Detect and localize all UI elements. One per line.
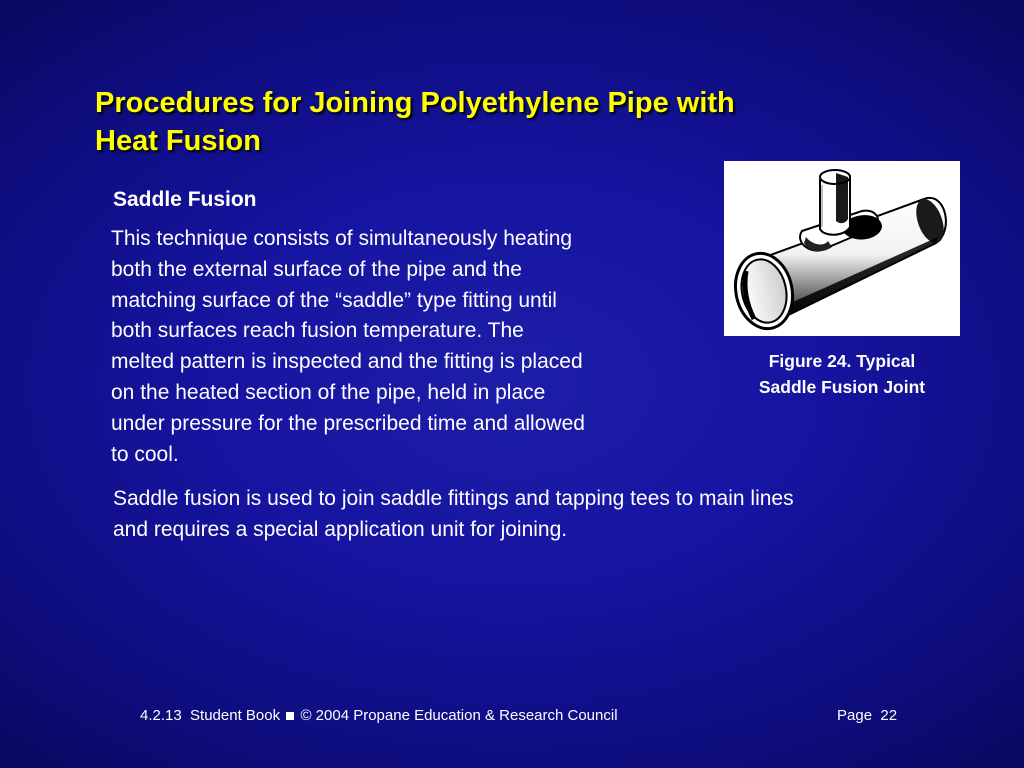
figure-caption-line: Figure 24. Typical bbox=[768, 351, 916, 371]
body-line: This technique consists of simultaneously heating bbox=[111, 227, 573, 250]
footer-book-label: 4.2.13 Student Book bbox=[140, 707, 281, 724]
body-line: melted pattern is inspected and the fitting is placed bbox=[111, 350, 583, 374]
body-paragraph-technique bbox=[111, 224, 701, 470]
body-line: matching surface of the “saddle” type fitting until bbox=[111, 288, 557, 312]
body-line: under pressure for the prescribed time and allowed bbox=[111, 411, 585, 435]
square-bullet-icon bbox=[286, 712, 294, 720]
body-line: both the external surface of the pipe and the bbox=[111, 257, 522, 281]
footer-copyright bbox=[140, 706, 618, 726]
slide-title-line: Heat Fusion bbox=[95, 125, 261, 157]
page-number: Page 22 bbox=[837, 707, 898, 724]
body-line: on the heated section of the pipe, held in place bbox=[111, 380, 546, 404]
slide-title-line: Procedures for Joining Polyethylene Pipe with bbox=[95, 87, 735, 119]
section-heading: Saddle Fusion bbox=[113, 188, 257, 211]
body-line: Saddle fusion is used to join saddle fittings and tapping tees to main lines bbox=[113, 487, 794, 510]
body-line: to cool. bbox=[111, 442, 179, 466]
body-line: both surfaces reach fusion temperature. The bbox=[111, 319, 524, 343]
figure-image bbox=[724, 161, 960, 336]
figure-caption-line: Saddle Fusion Joint bbox=[758, 377, 926, 397]
footer-council-label: © 2004 Propane Education & Research Council bbox=[300, 707, 618, 724]
saddle-fusion-joint-icon bbox=[724, 161, 960, 336]
figure-caption bbox=[724, 348, 960, 400]
body-paragraph-usage bbox=[113, 484, 973, 546]
body-line: and requires a special application unit for joining. bbox=[113, 517, 568, 541]
slide-title bbox=[95, 84, 895, 160]
